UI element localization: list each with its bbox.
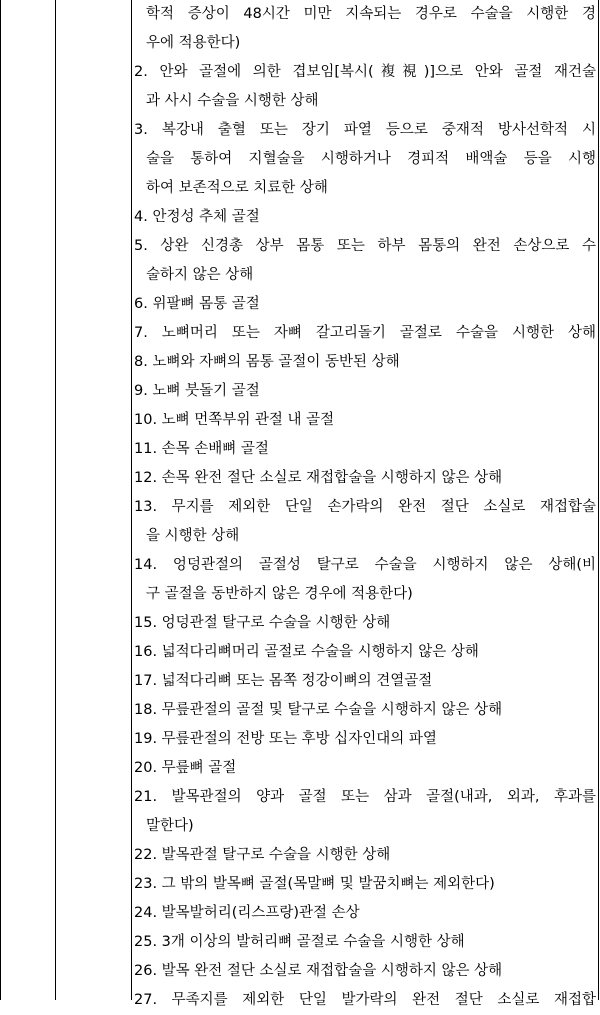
list-item-line: 14. 엉덩관절의 골절성 탈구로 수술을 시행하지 않은 상해(비 bbox=[134, 557, 596, 573]
list-item-line: 학적 증상이 48시간 미만 지속되는 경우로 수술을 시행한 경 bbox=[146, 6, 596, 22]
list-item-line: 15. 엉덩관절 탈구로 수술을 시행한 상해 bbox=[134, 615, 391, 631]
list-item-line: 5. 상완 신경총 상부 몸통 또는 하부 몸통의 완전 손상으로 수 bbox=[134, 238, 596, 254]
list-item-line: 10. 노뼈 먼쪽부위 관절 내 골절 bbox=[134, 412, 335, 428]
list-item-line: 27. 무족지를 제외한 단일 발가락의 완전 절단 소실로 재접합 bbox=[134, 992, 596, 1008]
list-item-line: 25. 3개 이상의 발허리뼈 골절로 수술을 시행한 상해 bbox=[134, 934, 465, 950]
table-border-left bbox=[0, 0, 1, 1000]
list-item-line: 19. 무릎관절의 전방 또는 후방 십자인대의 파열 bbox=[134, 731, 437, 747]
list-item-line: 6. 위팔뼈 몸통 골절 bbox=[134, 296, 260, 312]
list-item-line: 13. 무지를 제외한 단일 손가락의 완전 절단 소실로 재접합술 bbox=[134, 499, 596, 515]
list-item-line: 11. 손목 손배뼈 골절 bbox=[134, 441, 269, 457]
list-item-line: 22. 발목관절 탈구로 수술을 시행한 상해 bbox=[134, 847, 391, 863]
list-item-line: 7. 노뼈머리 또는 자뼈 갈고리돌기 골절로 수술을 시행한 상해 bbox=[134, 325, 596, 341]
list-item-line: 2. 안와 골절에 의한 겹보임[복시(複視)]으로 안와 골절 재건술 bbox=[134, 64, 596, 80]
list-item-line: 9. 노뼈 붓돌기 골절 bbox=[134, 383, 260, 399]
list-item-line: 하여 보존적으로 치료한 상해 bbox=[146, 180, 328, 196]
list-item-line: 술하지 않은 상해 bbox=[146, 267, 254, 283]
table-column-divider-1 bbox=[55, 0, 56, 1000]
list-item-line: 우에 적용한다) bbox=[146, 35, 241, 51]
list-item-line: 16. 넓적다리뼈머리 골절로 수술을 시행하지 않은 상해 bbox=[134, 644, 479, 660]
list-item-line: 20. 무릎뼈 골절 bbox=[134, 760, 237, 776]
list-item-line: 8. 노뼈와 자뼈의 몸통 골절이 동반된 상해 bbox=[134, 354, 400, 370]
list-item-line: 24. 발목발허리(리스프랑)관절 손상 bbox=[134, 905, 360, 921]
list-item-line: 21. 발목관절의 양과 골절 또는 삼과 골절(내과, 외과, 후과를 bbox=[134, 789, 596, 805]
list-item-line: 17. 넓적다리뼈 또는 몸쪽 정강이뼈의 견열골절 bbox=[134, 673, 433, 689]
table-border-right bbox=[598, 0, 599, 1000]
list-item-line: 과 사시 수술을 시행한 상해 bbox=[146, 93, 319, 109]
injury-list bbox=[134, 0, 596, 1015]
list-item-line: 4. 안정성 추체 골절 bbox=[134, 209, 260, 225]
list-item-line: 18. 무릎관절의 골절 및 탈구로 수술을 시행하지 않은 상해 bbox=[134, 702, 503, 718]
table-column-divider-2 bbox=[131, 0, 132, 1000]
list-item-line: 3. 복강내 출혈 또는 장기 파열 등으로 중재적 방사선학적 시 bbox=[134, 122, 596, 138]
list-item-line: 26. 발목 완전 절단 소실로 재접합술을 시행하지 않은 상해 bbox=[134, 963, 503, 979]
list-item-line: 말한다) bbox=[146, 818, 194, 834]
list-item-line: 23. 그 밖의 발목뼈 골절(목말뼈 및 발꿈치뼈는 제외한다) bbox=[134, 876, 495, 892]
list-item-line: 술을 통하여 지혈술을 시행하거나 경피적 배액술 등을 시행 bbox=[146, 151, 596, 167]
list-item-line: 12. 손목 완전 절단 소실로 재접합술을 시행하지 않은 상해 bbox=[134, 470, 503, 486]
list-item-line: 을 시행한 상해 bbox=[146, 528, 240, 544]
list-item-line: 구 골절을 동반하지 않은 경우에 적용한다) bbox=[146, 586, 413, 602]
